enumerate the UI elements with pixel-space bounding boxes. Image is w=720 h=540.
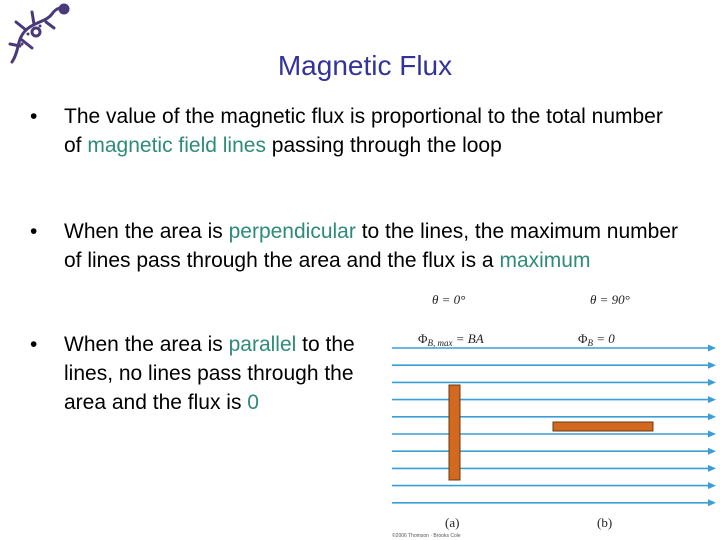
highlight-term: parallel	[228, 333, 297, 356]
bullet-text-part: passing through the loop	[265, 134, 502, 157]
bullet-dot: •	[30, 105, 38, 128]
flux-a-equation: $\Phi_{B, max}$ = BA	[418, 331, 484, 348]
figure-label-a: (a)	[445, 515, 460, 530]
bullet-text-part: to the lines, no lines pass through the area and the flux is	[64, 333, 355, 414]
highlight-term: magnetic field lines	[87, 134, 266, 157]
field-line-arrowhead	[708, 448, 716, 455]
bullet-dot: •	[30, 333, 38, 356]
angle-a-label: θ = 0°	[432, 292, 466, 307]
slide-title: Magnetic Flux	[277, 50, 453, 81]
field-line-arrowhead	[708, 413, 716, 420]
bullet-text-part: to the lines, the maximum number of lines pass through the area and the flux is a	[64, 220, 678, 272]
bullet-text-part: The value of the magnetic flux is proportional to the total number of	[64, 105, 663, 157]
flux-b-equation: $\Phi_B = 0$	[578, 331, 615, 348]
field-line-arrowhead	[708, 499, 716, 506]
field-line-arrowhead	[708, 482, 716, 489]
field-line-arrowhead	[708, 345, 716, 352]
bullet-3-text	[64, 330, 394, 417]
field-lines	[392, 345, 716, 507]
highlight-term: 0	[247, 391, 259, 414]
highlight-term: maximum	[499, 249, 591, 272]
highlight-term: perpendicular	[228, 220, 356, 243]
copyright-text: ©2006 Thomson · Brooks Cole	[392, 533, 461, 539]
figure-label-b: (b)	[597, 515, 613, 530]
field-line-arrowhead	[708, 379, 716, 386]
bullet-1-text	[64, 102, 684, 160]
bullet-text-part: When the area is	[64, 220, 229, 243]
angle-b-label: θ = 90°	[590, 292, 630, 307]
loop-perpendicular	[449, 385, 460, 480]
loop-parallel	[553, 422, 653, 431]
field-line-arrowhead	[708, 431, 716, 438]
bullet-2-text	[64, 217, 684, 275]
field-line-arrowhead	[708, 465, 716, 472]
bullet-text-part: When the area is	[64, 333, 229, 356]
field-line-arrowhead	[708, 362, 716, 369]
bullet-dot: •	[30, 220, 38, 243]
field-line-arrowhead	[708, 396, 716, 403]
